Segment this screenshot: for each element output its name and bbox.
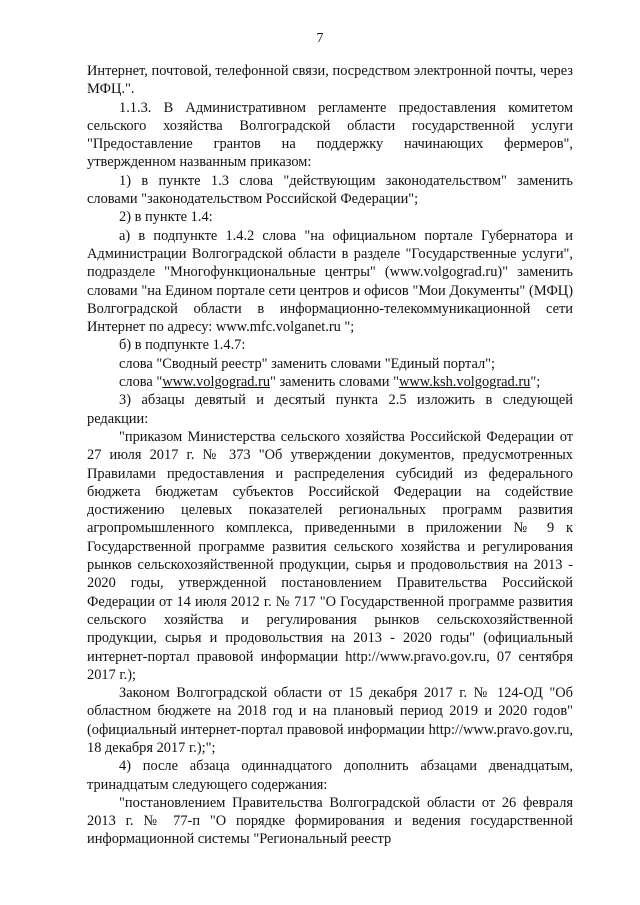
paragraph: слова "Сводный реестр" заменить словами "Единый портал"; [119,355,496,372]
paragraph: 3) абзацы девятый и десятый пункта 2.5 изложить в следующей редакции: [87,392,573,427]
link-volgograd[interactable]: www.volgograd.ru [162,374,271,391]
paragraph: а) в подпункте 1.4.2 слова "на официальном портале Губернатора и Администрации Волгоградской области в разделе "Государственные услуги", подразделе "Многофункциональные центры" (www.volgograd.ru)" заменить словами "на Едином портале сети центров и офисов "Мои Документы" (МФЦ) Волгоградской области в информационно-телекоммуникационной сети Интернет по адресу: www.mfc.volganet.ru "; [87,227,573,336]
paragraph: "постановлением Правительства Волгоградской области от 26 февраля 2013 г. № 77-п "О порядке формирования и ведения государственной информационной системы "Региональный реестр [87,794,573,848]
link-ksh-volgograd[interactable]: www.ksh.volgograd.ru [398,374,531,391]
text-segment: " заменить словами " [270,374,399,391]
paragraph: Законом Волгоградской области от 15 декабря 2017 г. № 124-ОД "Об областном бюджете на 2018 год и на плановый период 2019 и 2020 годов" (официальный интернет-портал правовой информации http://www.pravo.gov.ru, 18 декабря 2017 г.);"; [87,685,573,756]
document-body [87,62,573,849]
paragraph: 1.1.3. В Административном регламенте предоставления комитетом сельского хозяйства Волгоградской области государственной услуги "Предоставление грантов на поддержку начинающих фермеров", утвержденном названным приказом: [87,99,573,171]
paragraph: 4) после абзаца одиннадцатого дополнить абзацами двенадцатым, тринадцатым следующего содержания: [87,758,573,793]
paragraph: б) в подпункте 1.4.7: [119,337,246,354]
paragraph: 1) в пункте 1.3 слова "действующим законодательством" заменить словами "законодательством Российской Федерации"; [87,172,573,208]
text-segment: "; [530,374,541,391]
paragraph: Интернет, почтовой, телефонной связи, посредством электронной почты, через МФЦ.". [87,63,573,98]
page-number: 7 [316,31,324,46]
paragraph: 2) в пункте 1.4: [119,209,213,226]
text-segment: слова " [119,374,163,391]
paragraph [87,373,573,391]
paragraph: "приказом Министерства сельского хозяйства Российской Федерации от 27 июля 2017 г. № 373 "Об утверждении документов, предусмотренных Правилами предоставления и распределения субсидий из федерального бюджета бюджетам субъектов Российской Федерации на содействие достижению целевых показателей региональных программ развития агропромышленного комплекса, приведенными в приложении № 9 к Государственной программе развития сельского хозяйства и регулирования рынков сельскохозяйственной продукции, сырья и продовольствия на 2013 - 2020 годы, утвержденной постановлением Правительства Российской Федерации от 14 июля 2012 г. № 717 "О Государственной программе развития сельского хозяйства и регулирования рынков сельскохозяйственной продукции, сырья и продовольствия на 2013 - 2020 годы" (официальный интернет-портал правовой информации http://www.pravo.gov.ru, 07 сентября 2017 г.); [87,428,573,683]
